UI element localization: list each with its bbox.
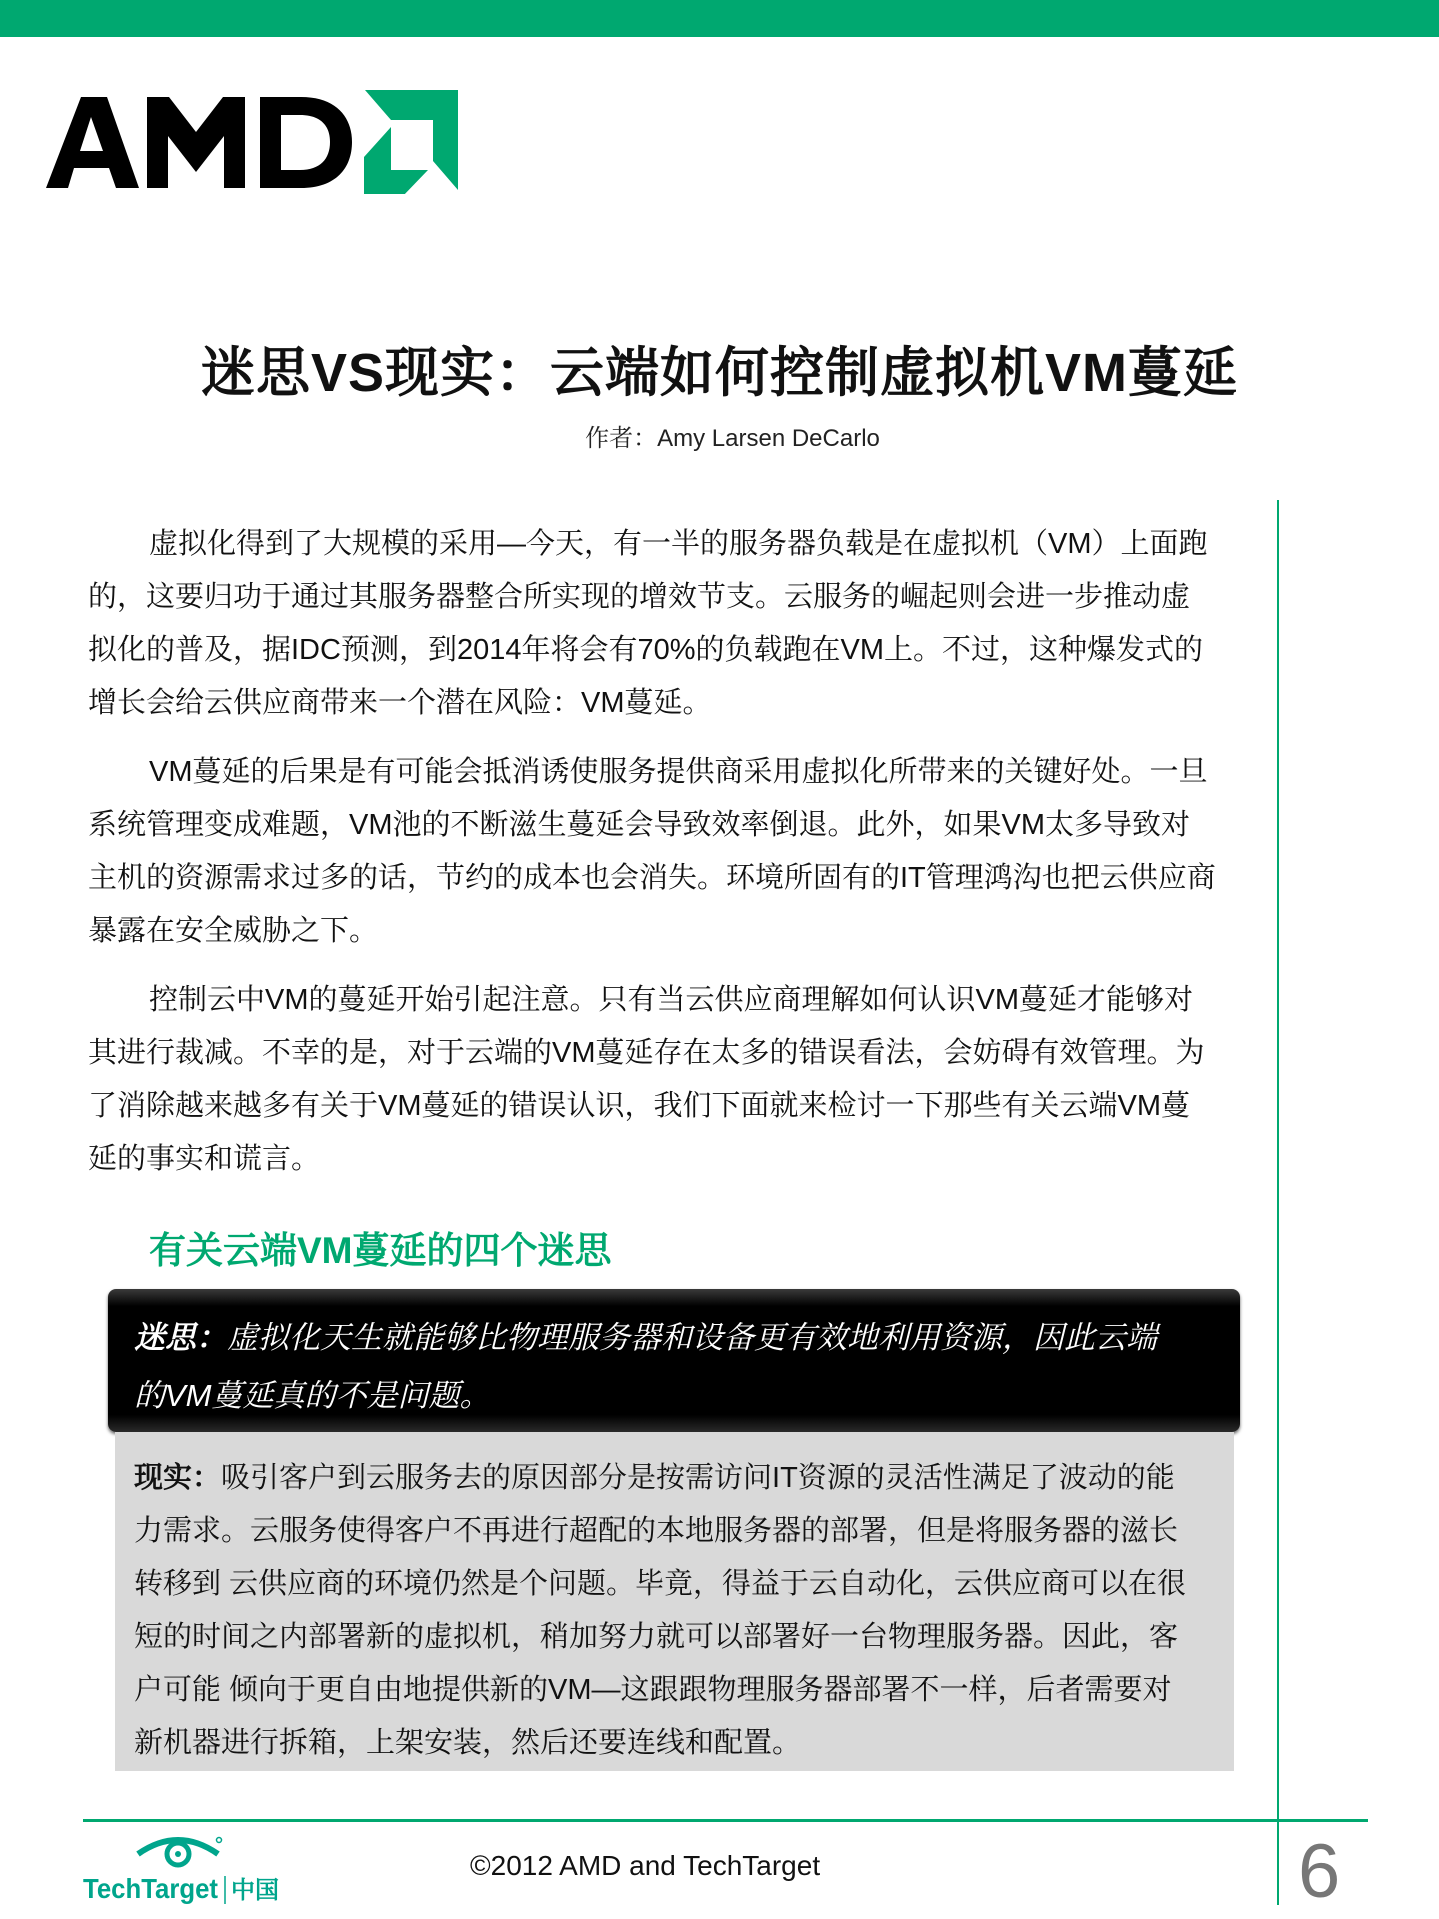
svg-text:中国: 中国: [231, 1877, 279, 1904]
text-line: 暴露在安全威胁之下。: [88, 915, 379, 947]
section-heading: 有关云端VM蔓延的四个迷思: [149, 1230, 612, 1271]
text-line: 了消除越来越多有关于VM蔓延的错误认识，我们下面就来检讨一下那些有关云端VM蔓: [88, 1090, 1191, 1122]
reality-box: [115, 1432, 1234, 1771]
page-number: 6: [1298, 1829, 1341, 1914]
footer-divider: [83, 1819, 1368, 1822]
myth-text: 虚拟化天生就能够比物理服务器和设备更有效地利用资源，因此云端: [227, 1320, 1157, 1355]
article-title: 迷思VS现实：云端如何控制虚拟机VM蔓延: [200, 343, 1239, 403]
paragraph-3: [88, 974, 1233, 1186]
myth-label: 迷思：: [134, 1320, 227, 1355]
myth-line: 的VM蔓延真的不是问题。: [134, 1378, 491, 1413]
reality-line: 转移到 云供应商的环境仍然是个问题。毕竟，得益于云自动化，云供应商可以在很: [134, 1568, 1187, 1600]
paragraph-1: [88, 518, 1233, 730]
text-line: 延的事实和谎言。: [88, 1143, 321, 1175]
paragraph-2: [88, 746, 1233, 958]
text-line: VM蔓延的后果是有可能会抵消诱使服务提供商采用虚拟化所带来的关键好处。一旦: [149, 756, 1208, 788]
reality-line: 短的时间之内部署新的虚拟机，稍加努力就可以部署好一台物理服务器。因此，客: [134, 1621, 1179, 1653]
top-accent-bar: [0, 0, 1439, 37]
text-line: 增长会给云供应商带来一个潜在风险：VM蔓延。: [88, 687, 712, 719]
amd-logo: [46, 82, 506, 194]
myth-box: [108, 1289, 1240, 1432]
copyright-text: ©2012 AMD and TechTarget: [470, 1850, 821, 1881]
text-line: 拟化的普及，据IDC预测，到2014年将会有70%的负载跑在VM上。不过，这种爆发式的: [88, 634, 1204, 666]
myth-line: [134, 1309, 1157, 1367]
text-line: 主机的资源需求过多的话，节约的成本也会消失。环境所固有的IT管理鸿沟也把云供应商: [88, 862, 1216, 894]
techtarget-logo: [83, 1834, 288, 1906]
text-line: 控制云中VM的蔓延开始引起注意。只有当云供应商理解如何认识VM蔓延才能够对: [149, 984, 1194, 1016]
text-line: 其进行裁减。不幸的是，对于云端的VM蔓延存在太多的错误看法，会妨碍有效管理。为: [88, 1037, 1205, 1069]
text-line: 系统管理变成难题，VM池的不断滋生蔓延会导致效率倒退。此外，如果VM太多导致对: [88, 809, 1191, 841]
text-line: 虚拟化得到了大规模的采用—今天，有一半的服务器负载是在虚拟机（VM）上面跑: [149, 528, 1208, 560]
reality-line: 新机器进行拆箱，上架安装，然后还要连线和配置。: [134, 1727, 802, 1759]
reality-text: 吸引客户到云服务去的原因部分是按需访问IT资源的灵活性满足了波动的能: [221, 1462, 1175, 1494]
article-author: 作者：Amy Larsen DeCarlo: [585, 425, 880, 452]
text-line: 的，这要归功于通过其服务器整合所实现的增效节支。云服务的崛起则会进一步推动虚: [88, 581, 1191, 613]
reality-line: 户可能 倾向于更自由地提供新的VM—这跟跟物理服务器部署不一样，后者需要对: [134, 1674, 1172, 1706]
reality-line: [134, 1452, 1186, 1505]
reality-label: 现实：: [134, 1462, 222, 1494]
reality-line: 力需求。云服务使得客户不再进行超配的本地服务器的部署，但是将服务器的滋长: [134, 1515, 1179, 1547]
svg-text:TechTarget: TechTarget: [83, 1873, 218, 1904]
margin-divider: [1277, 500, 1279, 1905]
